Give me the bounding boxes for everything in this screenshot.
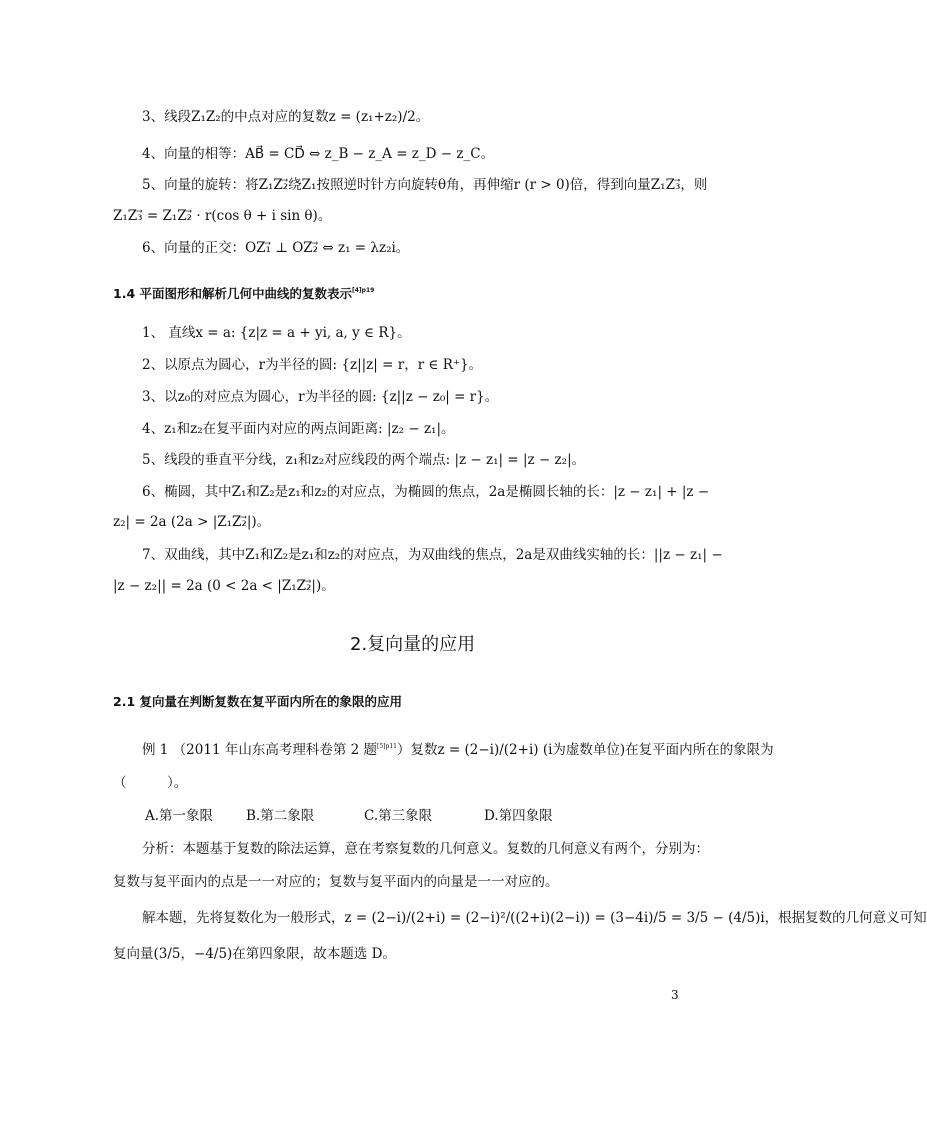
section-title: 1.4 平面图形和解析几何中曲线的复数表示 — [113, 286, 352, 301]
item-3: 3、线段Z₁Z₂的中点对应的复数z = (z₁+z₂)/2。 — [142, 109, 430, 125]
item-4: 4、向量的相等：AB⃗ = CD⃗ ⇔ z_B − z_A = z_D − z_C。 — [142, 146, 495, 162]
solution-line1: 解本题，先将复数化为一般形式，z = (2−i)/(2+i) = (2−i)²/((2+i)(2−i)) = (3−4i)/5 = 3/5 − (4/5)i，根据复数的几何意义可知 — [142, 910, 927, 926]
option-c: C.第三象限 — [364, 808, 433, 824]
item-5-line2: Z₁Z₃⃗ = Z₁Z₂⃗ · r(cos θ + i sin θ)。 — [113, 208, 332, 224]
curve-2: 2、以原点为圆心，r为半径的圆: {z||z| = r，r ∈ R⁺}。 — [142, 357, 483, 373]
chapter-title: 2.复向量的应用 — [350, 634, 476, 655]
curve-3: 3、以z₀的对应点为圆心，r为半径的圆: {z||z − z₀| = r}。 — [142, 389, 499, 405]
curve-6-line1: 6、椭圆，其中Z₁和Z₂是z₁和z₂的对应点，为椭圆的焦点，2a是椭圆长轴的长：|z − z₁| + |z − — [142, 484, 710, 500]
curve-6-line2: z₂| = 2a (2a > |Z₁Z₂⃗|)。 — [113, 514, 271, 530]
curve-4: 4、z₁和z₂在复平面内对应的两点间距离: |z₂ − z₁|。 — [142, 421, 455, 437]
page-number: 3 — [671, 988, 679, 1002]
example-label: 例 1 （2011 年山东高考理科卷第 2 题 — [142, 742, 377, 758]
section-heading-1-4 — [113, 284, 374, 302]
item-5-line1: 5、向量的旋转：将Z₁Z₂⃗绕Z₁按照逆时针方向旋转θ角，再伸缩r (r > 0)倍，得到向量Z₁Z₃⃗，则 — [142, 177, 708, 193]
example-1-line2: （ ）。 — [113, 775, 188, 791]
option-b: B.第二象限 — [246, 808, 315, 824]
curve-7-line2: |z − z₂|| = 2a (0 < 2a < |Z₁Z₂⃗|)。 — [113, 578, 335, 594]
example-question: ）复数z = (2−i)/(2+i) (i为虚数单位)在复平面内所在的象限为 — [396, 742, 774, 758]
analysis-line2: 复数与复平面内的点是一一对应的；复数与复平面内的向量是一一对应的。 — [113, 874, 559, 890]
solution-line2: 复向量(3/5，−4/5)在第四象限，故本题选 D。 — [113, 946, 396, 962]
citation-ref: [4]p19 — [352, 287, 375, 294]
item-6: 6、向量的正交：OZ₁⃗ ⊥ OZ₂⃗ ⇔ z₁ = λz₂i。 — [142, 240, 410, 256]
option-a: A.第一象限 — [145, 808, 214, 824]
analysis-line1: 分析：本题基于复数的除法运算，意在考察复数的几何意义。复数的几何意义有两个，分别为： — [142, 841, 709, 857]
curve-1: 1、 直线x = a: {z|z = a + yi, a, y ∈ R}。 — [142, 325, 411, 341]
citation-ref: [5]p11 — [377, 743, 397, 750]
curve-5: 5、线段的垂直平分线，z₁和z₂对应线段的两个端点: |z − z₁| = |z − z₂|。 — [142, 452, 586, 468]
section-heading-2-1: 2.1 复向量在判断复数在复平面内所在的象限的应用 — [113, 694, 402, 709]
option-d: D.第四象限 — [484, 808, 553, 824]
curve-7-line1: 7、双曲线，其中Z₁和Z₂是z₁和z₂的对应点，为双曲线的焦点，2a是双曲线实轴的长：||z − z₁| − — [142, 547, 723, 563]
example-1-line1 — [142, 738, 774, 759]
